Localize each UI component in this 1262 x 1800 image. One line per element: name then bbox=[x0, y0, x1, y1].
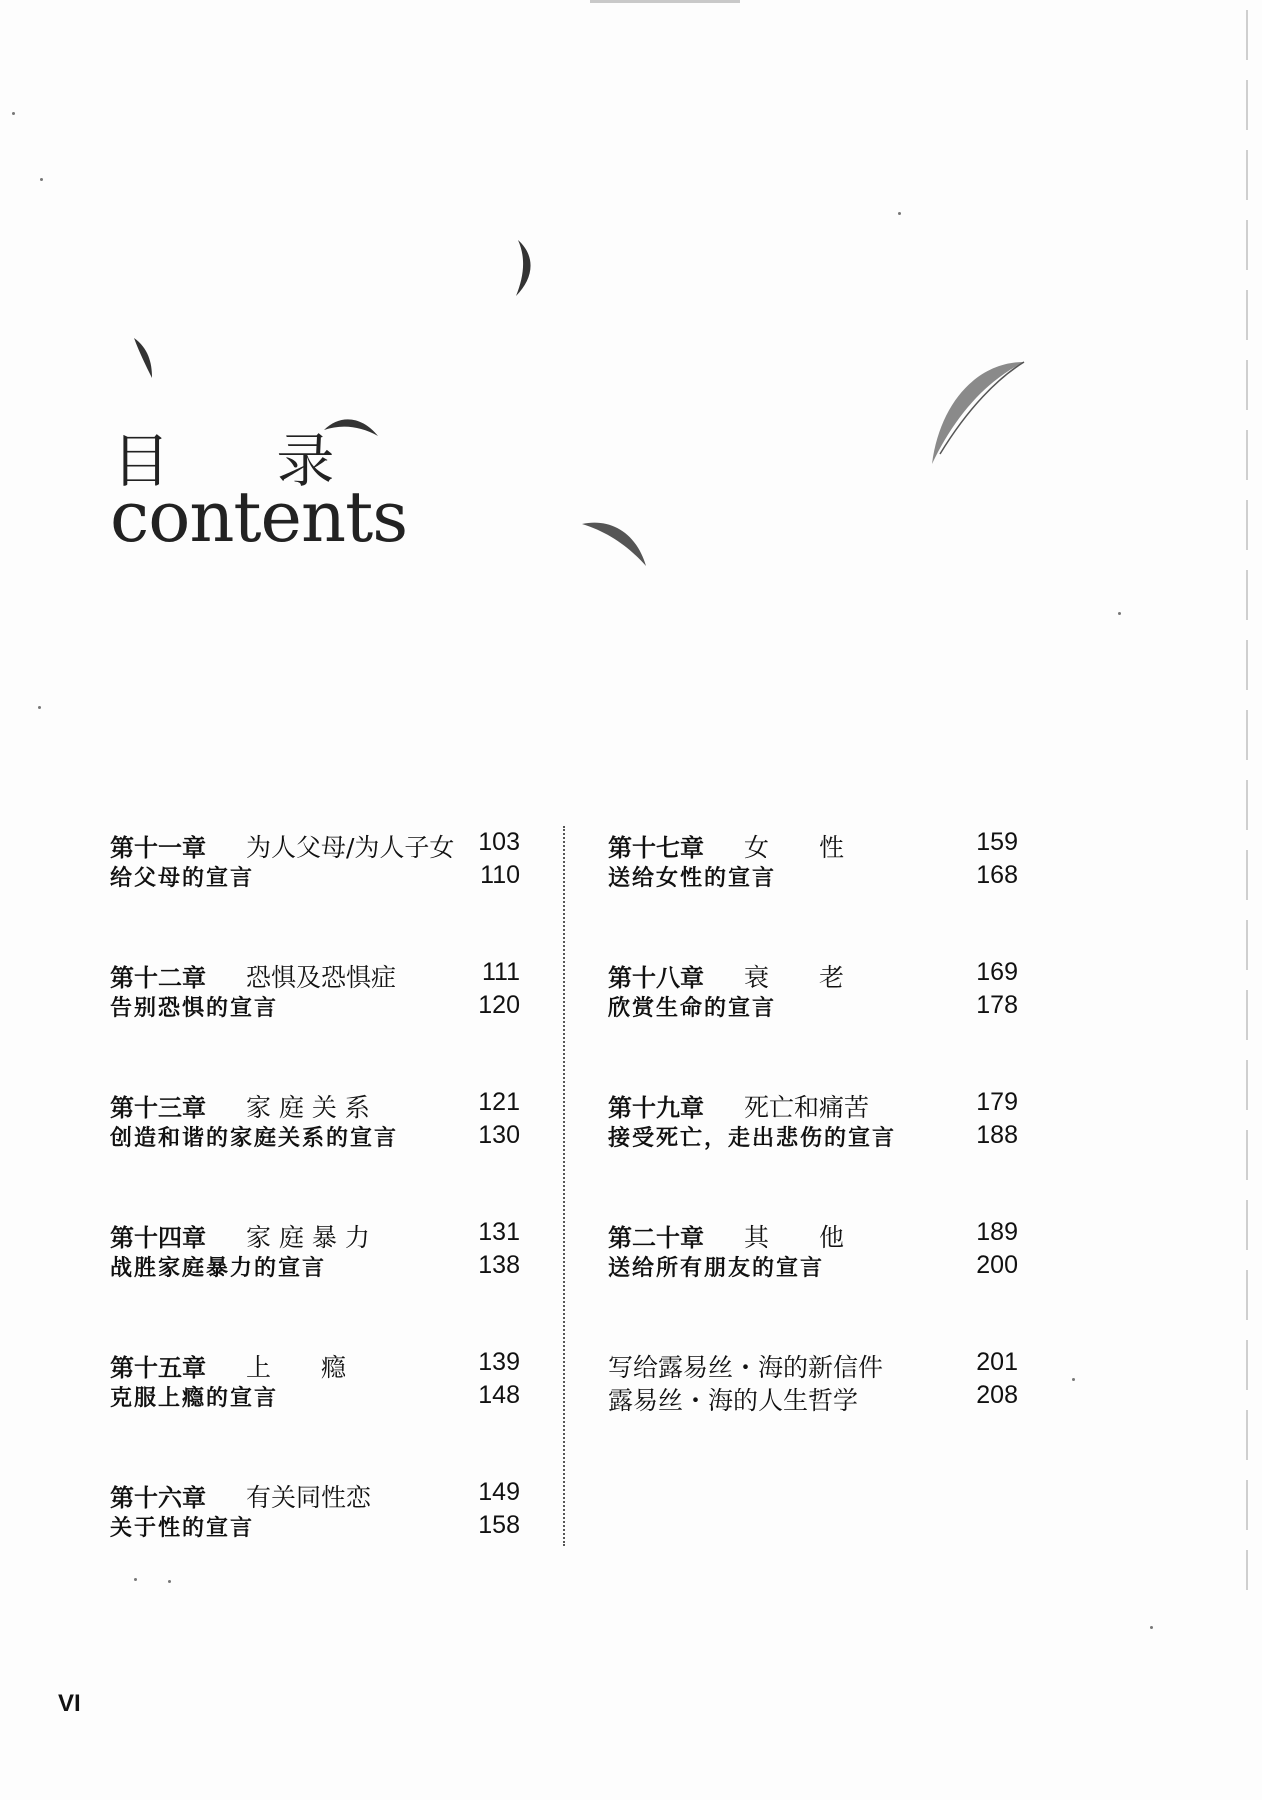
chapter-number: 第十一章 bbox=[110, 833, 206, 862]
toc-entry bbox=[608, 1088, 1018, 1218]
page-ref: 130 bbox=[478, 1121, 520, 1149]
chapter-number: 第十三章 bbox=[110, 1093, 206, 1122]
page-ref: 188 bbox=[976, 1121, 1018, 1149]
page-ref: 121 bbox=[478, 1088, 520, 1116]
scan-speck bbox=[898, 212, 901, 215]
scan-speck bbox=[168, 1580, 171, 1583]
section-title: 给父母的宣言 bbox=[110, 865, 255, 891]
chapter-title: 家 庭 暴 力 bbox=[246, 1223, 370, 1252]
section-title: 欣赏生命的宣言 bbox=[608, 995, 777, 1021]
section-title: 克服上瘾的宣言 bbox=[110, 1385, 279, 1411]
toc-entry bbox=[110, 958, 520, 1088]
page-ref: 178 bbox=[976, 991, 1018, 1019]
page-ref: 179 bbox=[976, 1088, 1018, 1116]
leaf-decoration-icon bbox=[928, 358, 1028, 468]
chapter-title: 恐惧及恐惧症 bbox=[246, 963, 397, 992]
chapter-number: 第十九章 bbox=[608, 1093, 704, 1122]
scan-speck bbox=[1072, 1378, 1075, 1381]
page-ref: 189 bbox=[976, 1218, 1018, 1246]
chapter-number: 第十二章 bbox=[110, 963, 206, 992]
page-number: VI bbox=[58, 1690, 81, 1717]
chapter-title: 上 瘾 bbox=[246, 1353, 347, 1382]
chapter-number: 第十六章 bbox=[110, 1483, 206, 1512]
chapter-number: 第十八章 bbox=[608, 963, 704, 992]
toc-entry bbox=[110, 828, 520, 958]
scan-page-edge bbox=[1246, 10, 1248, 1590]
section-title: 送给所有朋友的宣言 bbox=[608, 1255, 825, 1281]
toc-entry bbox=[608, 958, 1018, 1088]
section-title: 接受死亡，走出悲伤的宣言 bbox=[608, 1125, 897, 1151]
chapter-title: 死亡和痛苦 bbox=[744, 1093, 870, 1122]
toc-right-column bbox=[608, 828, 1018, 1478]
page-ref: 139 bbox=[478, 1348, 520, 1376]
leaf-decoration-icon bbox=[580, 518, 650, 568]
page-ref: 201 bbox=[976, 1348, 1018, 1376]
chapter-number: 第十五章 bbox=[110, 1353, 206, 1382]
chapter-title: 为人父母/为人子女 bbox=[246, 833, 455, 862]
page-ref: 200 bbox=[976, 1251, 1018, 1279]
section-title: 告别恐惧的宣言 bbox=[110, 995, 279, 1021]
scan-speck bbox=[12, 112, 15, 115]
page-ref: 158 bbox=[478, 1511, 520, 1539]
chapter-title: 家 庭 关 系 bbox=[246, 1093, 370, 1122]
toc-entry bbox=[110, 1218, 520, 1348]
toc-title-chinese: 目 录 bbox=[112, 427, 379, 495]
page-ref: 148 bbox=[478, 1381, 520, 1409]
chapter-title: 其 他 bbox=[744, 1223, 845, 1252]
chapter-number: 第十七章 bbox=[608, 833, 704, 862]
column-divider bbox=[563, 826, 565, 1546]
page-ref: 131 bbox=[478, 1218, 520, 1246]
scan-speck bbox=[1150, 1626, 1153, 1629]
scan-speck bbox=[1118, 612, 1121, 615]
scan-speck bbox=[40, 178, 43, 181]
scan-edge-line bbox=[590, 0, 740, 3]
section-title: 战胜家庭暴力的宣言 bbox=[110, 1255, 327, 1281]
page-ref: 111 bbox=[481, 958, 520, 986]
page-ref: 159 bbox=[976, 828, 1018, 856]
toc-title-english: contents bbox=[110, 476, 408, 558]
section-title: 创造和谐的家庭关系的宣言 bbox=[110, 1125, 399, 1151]
page-ref: 208 bbox=[976, 1381, 1018, 1409]
chapter-title: 有关同性恋 bbox=[246, 1483, 372, 1512]
page-ref: 149 bbox=[478, 1478, 520, 1506]
page-ref: 103 bbox=[478, 828, 520, 856]
toc-entry bbox=[110, 1348, 520, 1478]
toc-entry bbox=[608, 1218, 1018, 1348]
section-title: 送给女性的宣言 bbox=[608, 865, 777, 891]
toc-left-column bbox=[110, 828, 520, 1608]
page-ref: 169 bbox=[976, 958, 1018, 986]
toc-entry-extras bbox=[608, 1348, 1018, 1478]
scan-speck bbox=[134, 1578, 137, 1581]
page-ref: 168 bbox=[976, 861, 1018, 889]
page-ref: 120 bbox=[478, 991, 520, 1019]
chapter-number: 第十四章 bbox=[110, 1223, 206, 1252]
page-ref: 110 bbox=[480, 861, 520, 889]
leaf-decoration-icon bbox=[132, 336, 162, 380]
chapter-title: 女 性 bbox=[744, 833, 845, 862]
toc-entry bbox=[110, 1478, 520, 1608]
leaf-decoration-icon bbox=[510, 238, 540, 298]
section-title: 关于性的宣言 bbox=[110, 1515, 255, 1541]
extra-title: 写给露易丝・海的新信件 bbox=[608, 1353, 884, 1382]
chapter-number: 第二十章 bbox=[608, 1223, 704, 1252]
page-ref: 138 bbox=[478, 1251, 520, 1279]
scan-speck bbox=[38, 706, 41, 709]
toc-entry bbox=[608, 828, 1018, 958]
extra-title: 露易丝・海的人生哲学 bbox=[608, 1386, 859, 1415]
chapter-title: 衰 老 bbox=[744, 963, 845, 992]
toc-entry bbox=[110, 1088, 520, 1218]
